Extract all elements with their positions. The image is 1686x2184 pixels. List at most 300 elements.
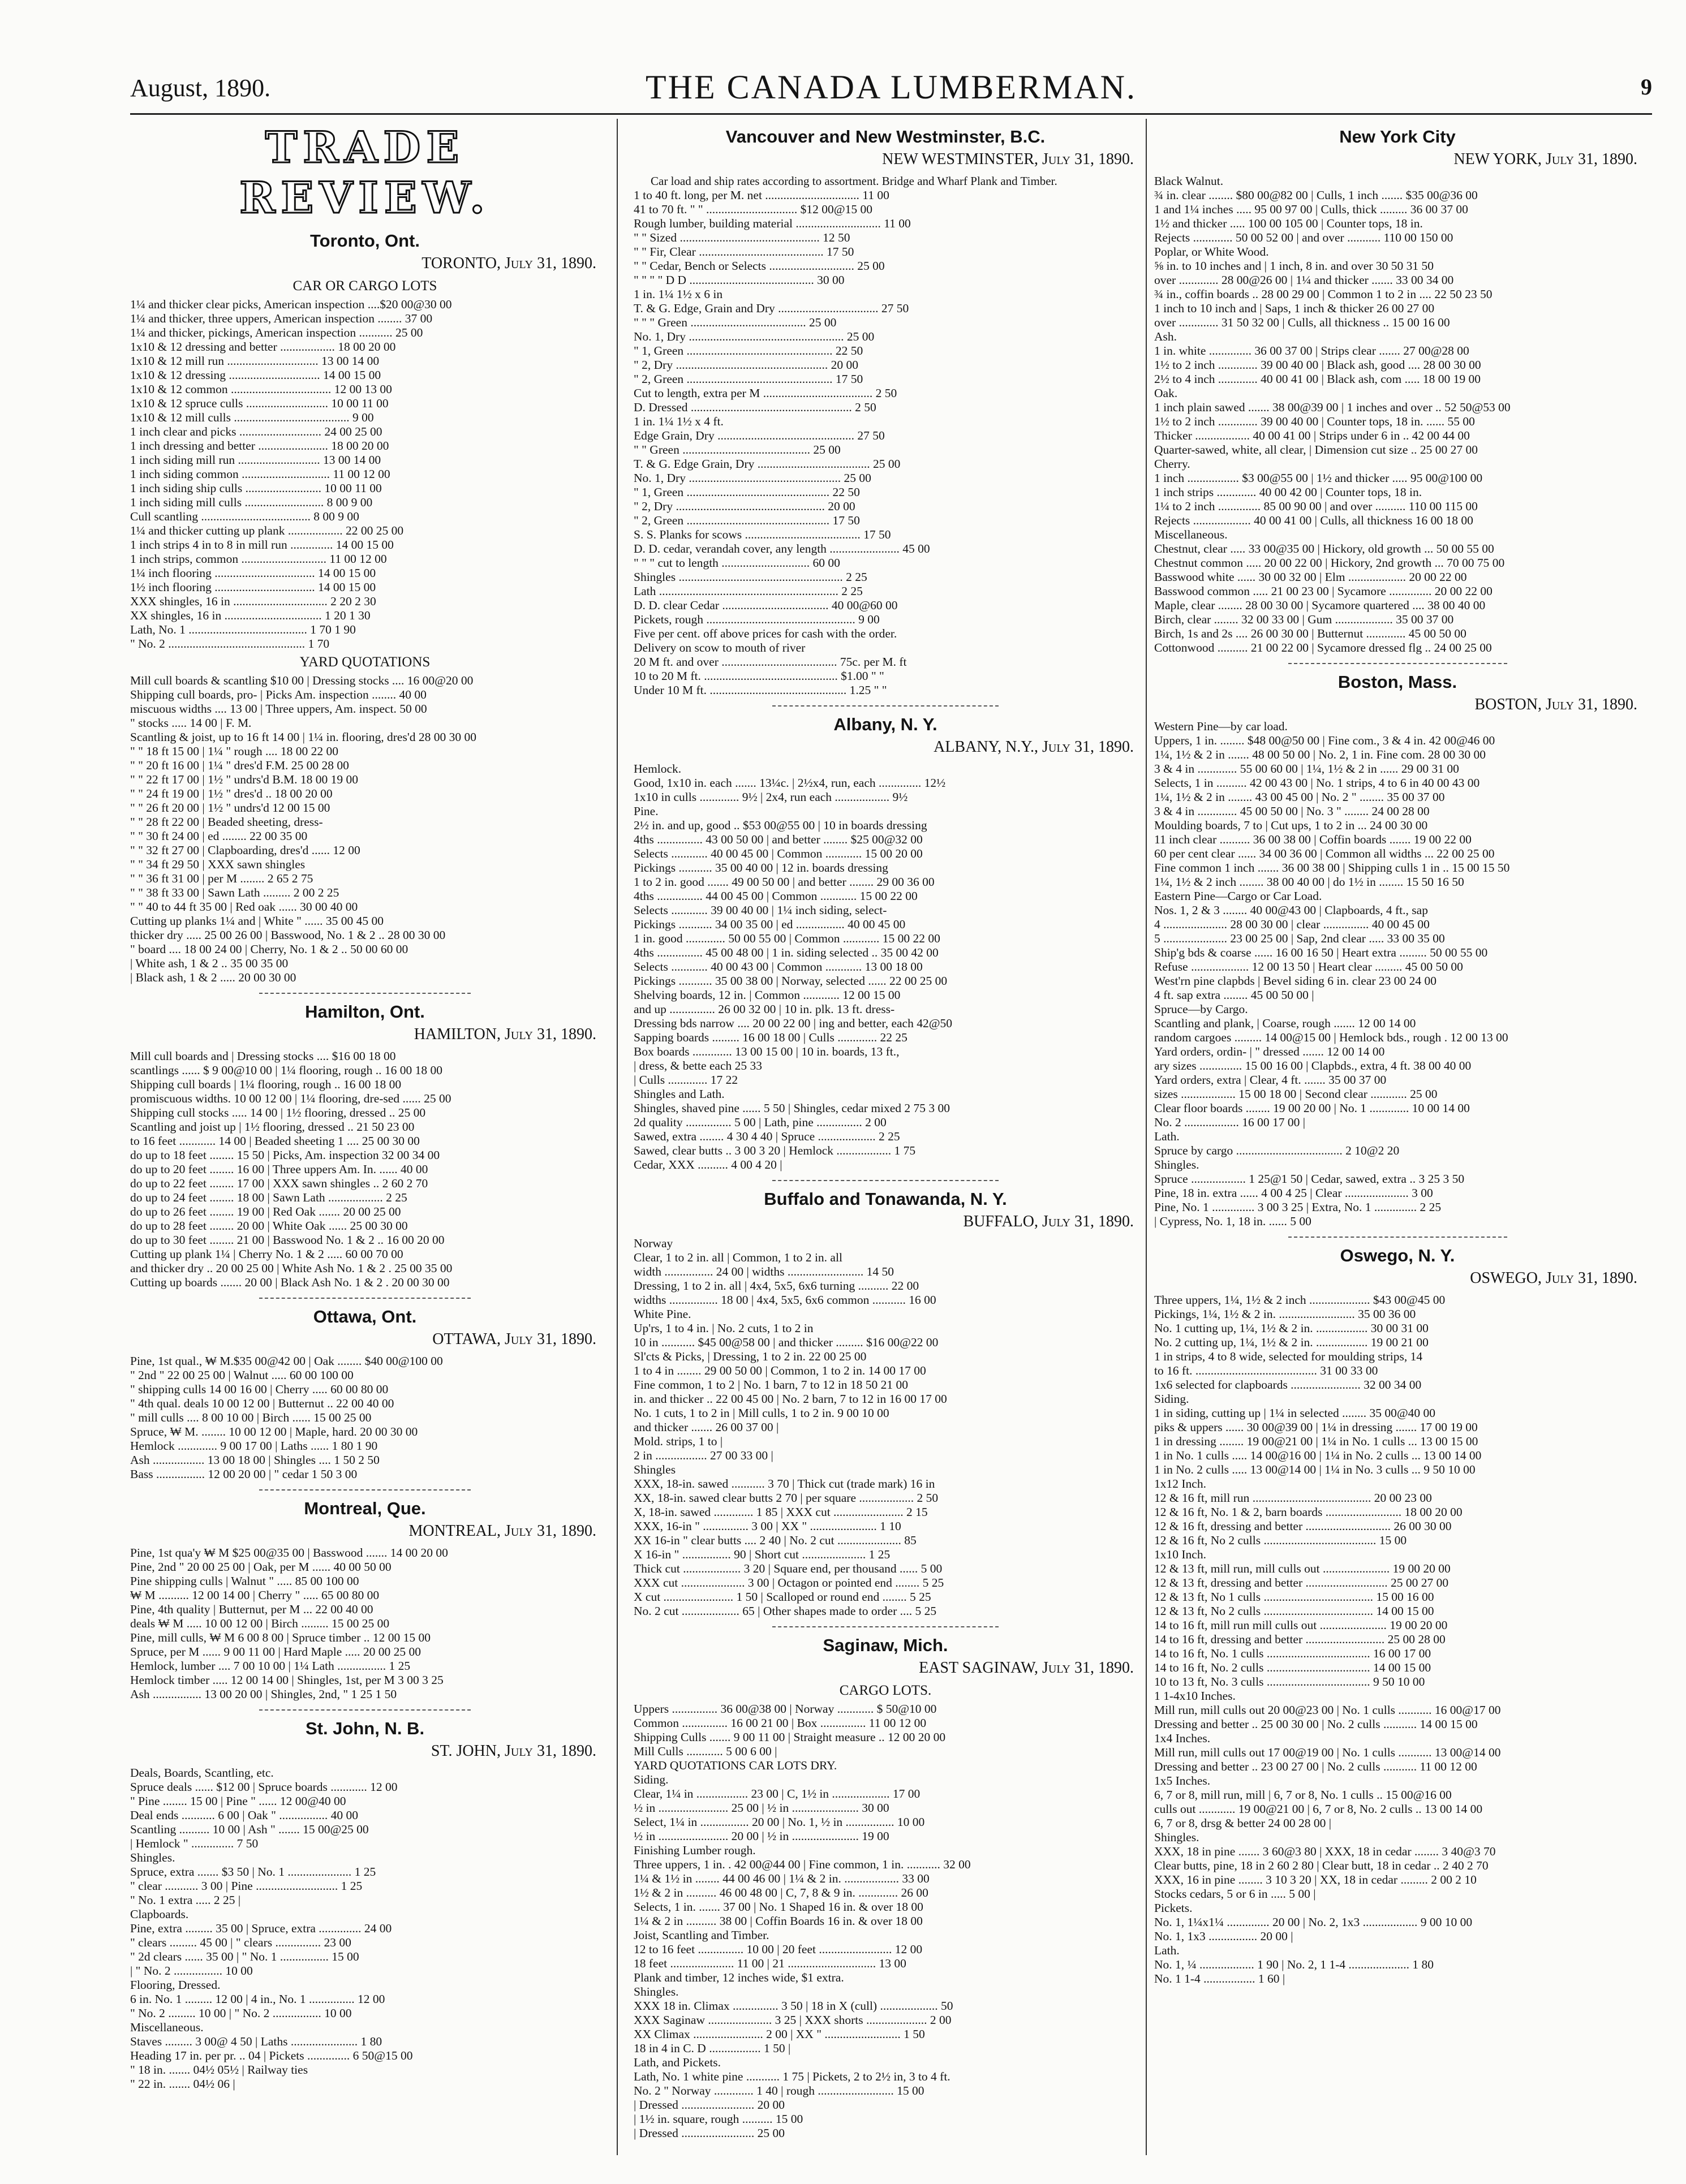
price-line: No. 1, 1x3 ................ 20 00 | xyxy=(1154,1929,1293,1943)
price-line: | Black ash, 1 & 2 ..... 20 00 30 00 xyxy=(130,971,296,984)
price-line: 12 & 13 ft, mill run, mill culls out ...................... 19 00 20 00 xyxy=(1154,1562,1451,1575)
price-line: and thicker dry .. 20 00 25 00 | White Ash No. 1 & 2 . 25 00 35 00 xyxy=(130,1261,453,1275)
market-date: NEW WESTMINSTER, July 31, 1890. xyxy=(882,150,1134,168)
price-line: YARD QUOTATIONS CAR LOTS DRY. xyxy=(634,1759,837,1772)
price-line: ¾ in., coffin boards .. 28 00 29 00 | Common 1 to 2 in .... 22 50 23 50 xyxy=(1154,287,1493,301)
price-line: to 16 ft. ........................................ 31 00 33 00 xyxy=(1154,1364,1378,1377)
price-line: " " 36 ft 31 00 | per M ........ 2 65 2 75 xyxy=(130,872,313,885)
price-line: " 2, Dry ................................................. 20 00 xyxy=(634,499,855,513)
price-line: 18 in 4 in C. D ................. 1 50 | xyxy=(634,2041,791,2055)
price-line: Spruce, per M ...... 9 00 11 00 | Hard Maple ..... 20 00 25 00 xyxy=(130,1645,422,1659)
price-line: Finishing Lumber rough. xyxy=(634,1843,756,1857)
market-section xyxy=(634,1635,1137,2140)
price-line: 12 & 16 ft, dressing and better ............................ 26 00 30 00 xyxy=(1154,1519,1452,1533)
price-line: do up to 24 feet ........ 18 00 | Sawn Lath .................. 2 25 xyxy=(130,1191,407,1204)
price-line: Pine, extra ......... 35 00 | Spruce, extra .............. 24 00 xyxy=(130,1922,392,1935)
price-line: Pine, 2nd " 20 00 25 00 | Oak, per M ...... 40 00 50 00 xyxy=(130,1560,392,1574)
price-line: Ash ................. 13 00 18 00 | Shingles .... 1 50 2 50 xyxy=(130,1453,380,1467)
section-separator xyxy=(772,705,999,707)
price-line: Black Walnut. xyxy=(1154,174,1224,188)
price-line: 1 inch dressing and better ....................... 18 00 20 00 xyxy=(130,439,389,453)
price-line: 12 & 16 ft, mill run ....................................... 20 00 23 00 xyxy=(1154,1491,1432,1505)
price-line: 1 inch siding mill run ........................... 13 00 14 00 xyxy=(130,453,381,467)
section-separator xyxy=(259,1709,471,1711)
price-line: 1 to 40 ft. long, per M. net ............................... 11 00 xyxy=(634,188,889,202)
price-line: 12 & 16 ft, No. 1 & 2, barn boards ......................... 18 00 20 00 xyxy=(1154,1505,1463,1519)
price-line: XXX, 18 in pine ....... 3 60@3 80 | XXX, 18 in cedar ........ 3 40@3 70 xyxy=(1154,1845,1496,1858)
market-title: Albany, N. Y. xyxy=(833,714,937,734)
price-line: over ............. 28 00@26 00 | 1¼ and thicker ....... 33 00 34 00 xyxy=(1154,273,1454,287)
price-line: Pickings ........... 35 00 40 00 | 12 in. boards dressing xyxy=(634,861,888,875)
trade-review-banner: TRADE REVIEW. xyxy=(239,122,491,223)
price-line: " shipping culls 14 00 16 00 | Cherry ..... 60 00 80 00 xyxy=(130,1382,389,1396)
column-divider xyxy=(617,119,618,2155)
price-line: 1½ to 2 inch ............. 39 00 40 00 | Counter tops, 18 in. ...... 55 00 xyxy=(1154,415,1475,428)
price-line: Clear floor boards ........ 19 00 20 00 | No. 1 ............. 10 00 14 00 xyxy=(1154,1101,1470,1115)
section-separator xyxy=(259,993,471,994)
price-line: Fine common, 1 to 2 | No. 1 barn, 7 to 12 in 18 50 21 00 xyxy=(634,1378,909,1392)
price-line: | Dressed ........................ 20 00 xyxy=(634,2098,785,2112)
price-line: 1¼ and thicker cutting up plank .................. 22 00 25 00 xyxy=(130,524,404,537)
price-line: miscuous widths .... 13 00 | Three uppers, Am. inspect. 50 00 xyxy=(130,702,427,716)
price-line: 1x10 in culls ............. 9½ | 2x4, run each .................. 9½ xyxy=(634,790,908,804)
price-line: Nos. 1, 2 & 3 ........ 40 00@43 00 | Clapboards, 4 ft., sap xyxy=(1154,903,1428,917)
price-line: Pine, No. 1 .............. 3 00 3 25 | Extra, No. 1 .............. 2 25 xyxy=(1154,1200,1442,1214)
price-line: " No. 2 ............................................. 1 70 xyxy=(130,637,330,651)
price-line: " " Sized .............................................. 12 50 xyxy=(634,231,850,244)
price-line: Sapping boards ......... 16 00 18 00 | Culls ............. 22 25 xyxy=(634,1031,907,1044)
price-line: 14 to 16 ft, mill run mill culls out ...................... 19 00 20 00 xyxy=(1154,1618,1448,1632)
price-line: Mill run, mill culls out 17 00@19 00 | No. 1 culls ........... 13 00@14 00 xyxy=(1154,1746,1501,1759)
price-line: Rejects ............. 50 00 52 00 | and over ........... 110 00 150 00 xyxy=(1154,231,1453,244)
price-line: Clear butts, pine, 18 in 2 60 2 80 | Clear butt, 18 in cedar .. 2 40 2 70 xyxy=(1154,1859,1489,1872)
price-line: Mill cull boards and | Dressing stocks .... $16 00 18 00 xyxy=(130,1049,396,1063)
price-line: 6, 7 or 8, mill run, mill | 6, 7 or 8, No. 1 culls .. 15 00@16 00 xyxy=(1154,1788,1452,1802)
price-line: Shingles, shaved pine ...... 5 50 | Shingles, cedar mixed 2 75 3 00 xyxy=(634,1101,950,1115)
price-line: Pine, 1st qua'y ₩ M $25 00@35 00 | Basswood ....... 14 00 20 00 xyxy=(130,1546,448,1560)
price-line: Rejects ................... 40 00 41 00 | Culls, all thickness 16 00 18 00 xyxy=(1154,514,1473,527)
price-line: XXX Saginaw ..................... 3 25 | XXX shorts .................... 2 00 xyxy=(634,2013,952,2027)
price-line: No. 1, 1¼x1¼ .............. 20 00 | No. 2, 1x3 .................. 9 00 10 00 xyxy=(1154,1915,1473,1929)
price-line: 1x10 Inch. xyxy=(1154,1548,1206,1561)
price-line: 1 in siding, cutting up | 1¼ in selected ........ 35 00@40 00 xyxy=(1154,1406,1436,1420)
price-line: Under 10 M ft. ............................................. 1.25 " " xyxy=(634,683,887,697)
market-section xyxy=(130,1002,600,1290)
price-line: Birch, 1s and 2s .... 26 00 30 00 | Butternut ............. 45 00 50 00 xyxy=(1154,627,1466,640)
price-line: Pickets, rough ................................................. 9 00 xyxy=(634,613,880,626)
price-line: Cutting up boards ....... 20 00 | Black Ash No. 1 & 2 . 20 00 30 00 xyxy=(130,1276,450,1289)
price-line: No. 2 cutting up, 1¼, 1½ & 2 in. ................. 19 00 21 00 xyxy=(1154,1336,1429,1349)
price-line: Clapboards. xyxy=(130,1907,189,1921)
price-line: No. 2 " Norway ............. 1 40 | rough ......................... 15 00 xyxy=(634,2084,924,2097)
price-line: 1x10 & 12 common ................................. 12 00 13 00 xyxy=(130,382,392,396)
price-line: " " Fir, Clear ......................................... 17 50 xyxy=(634,245,854,259)
price-line: Bass ................ 12 00 20 00 | " cedar 1 50 3 00 xyxy=(130,1467,358,1481)
price-line: Shipping cull stocks ..... 14 00 | 1½ flooring, dressed .. 25 00 xyxy=(130,1106,426,1119)
market-date: BUFFALO, July 31, 1890. xyxy=(963,1213,1134,1230)
price-line: Yard orders, extra | Clear, 4 ft. ....... 35 00 37 00 xyxy=(1154,1073,1387,1087)
price-line: Uppers ............... 36 00@38 00 | Norway ............ $ 50@10 00 xyxy=(634,1702,937,1716)
price-line: 1¼, 1½ & 2 in ........ 43 00 45 00 | No. 2 " ........ 35 00 37 00 xyxy=(1154,790,1445,804)
price-line: 10 to 13 ft, No. 3 culls .................................. 9 50 10 00 xyxy=(1154,1675,1425,1688)
price-line: Shipping Culls ....... 9 00 11 00 | Straight measure .. 12 00 20 00 xyxy=(634,1730,946,1744)
price-line: Hemlock, lumber .... 7 00 10 00 | 1¼ Lath ................ 1 25 xyxy=(130,1659,411,1673)
price-line: 20 M ft. and over ...................................... 75c. per M. ft xyxy=(634,655,907,669)
price-line: 12 to 16 feet ............... 10 00 | 20 feet ........................ 12 00 xyxy=(634,1942,923,1956)
price-line: width ................ 24 00 | widths ......................... 14 50 xyxy=(634,1265,894,1278)
price-line: X 16-in " ................ 90 | Short cut ..................... 1 25 xyxy=(634,1548,891,1561)
price-line: West'rn pine clapbds | Bevel siding 6 in. clear 23 00 24 00 xyxy=(1154,974,1437,988)
price-line: ⅝ in. to 10 inches and | 1 inch, 8 in. and over 30 50 31 50 xyxy=(1154,259,1434,273)
price-line: in. and thicker .. 22 00 45 00 | No. 2 barn, 7 to 12 in 16 00 17 00 xyxy=(634,1392,947,1406)
price-line: Quarter-sawed, white, all clear, | Dimension cut size .. 25 00 27 00 xyxy=(1154,443,1478,456)
price-line: T. & G. Edge Grain, Dry ..................................... 25 00 xyxy=(634,457,901,471)
price-line: Oak. xyxy=(1154,386,1178,400)
price-line: XXX, 16 in pine ........ 3 10 3 20 | XX, 18 in cedar ......... 2 00 2 10 xyxy=(1154,1873,1477,1886)
price-line: Pine. xyxy=(634,804,659,818)
price-line: | White ash, 1 & 2 .. 35 00 35 00 xyxy=(130,957,289,970)
price-line: X cut ....................... 1 50 | Scalloped or round end ........ 5 25 xyxy=(634,1590,931,1604)
price-line: Lath, No. 1 white pine ........... 1 75 | Pickets, 2 to 2½ in, 3 to 4 ft. xyxy=(634,2070,950,2083)
price-line: " 2, Green ................................................ 17 50 xyxy=(634,372,863,386)
price-line: Shingles. xyxy=(634,1985,679,1998)
price-line: " " 30 ft 24 00 | ed ........ 22 00 35 00 xyxy=(130,829,308,843)
price-line: " " 34 ft 29 50 | XXX sawn shingles xyxy=(130,858,306,871)
price-line: " 1, Green ................................................ 22 50 xyxy=(634,344,863,357)
price-line: random cargoes ......... 14 00@15 00 | Hemlock bds., rough . 12 00 13 00 xyxy=(1154,1031,1508,1044)
market-title: Boston, Mass. xyxy=(1337,672,1457,692)
price-line: 1 inch strips, common ............................ 11 00 12 00 xyxy=(130,552,387,566)
price-line: 14 to 16 ft, dressing and better .......................... 25 00 28 00 xyxy=(1154,1632,1446,1646)
price-line: Norway xyxy=(634,1237,673,1250)
price-line: deals ₩ M ..... 10 00 12 00 | Birch ......... 15 00 25 00 xyxy=(130,1617,390,1630)
price-line: Western Pine—by car load. xyxy=(1154,720,1288,733)
price-line: 41 to 70 ft. " " .............................. $12 00@15 00 xyxy=(634,203,872,216)
price-line: Delivery on scow to mouth of river xyxy=(634,641,806,654)
price-line: Box boards ............. 13 00 15 00 | 10 in. boards, 13 ft., xyxy=(634,1045,900,1058)
price-line: Pine shipping culls | Walnut " ..... 85 00 100 00 xyxy=(130,1574,359,1588)
price-line: " " 38 ft 33 00 | Sawn Lath ......... 2 00 2 25 xyxy=(130,886,339,899)
price-line: | dress, & bette each 25 33 xyxy=(634,1059,762,1072)
price-line: Shingles xyxy=(634,1463,676,1476)
price-line: " 2, Green ............................................... 17 50 xyxy=(634,514,860,527)
price-line: Spruce .................. 1 25@1 50 | Cedar, sawed, extra .. 3 25 3 50 xyxy=(1154,1172,1465,1186)
price-line: XXX shingles, 16 in ............................... 2 20 2 30 xyxy=(130,595,376,608)
market-subheading: CAR OR CARGO LOTS xyxy=(293,278,437,294)
price-line: 1 inch ................. $3 00@55 00 | 1½ and thicker ..... 95 00@100 00 xyxy=(1154,471,1483,485)
price-line: Sawed, clear butts .. 3 00 3 20 | Hemlock .................. 1 75 xyxy=(634,1144,916,1157)
price-line: 12 & 13 ft, No 2 culls .................................... 14 00 15 00 xyxy=(1154,1604,1434,1618)
market-date: OTTAWA, July 31, 1890. xyxy=(432,1330,596,1348)
market-title: Vancouver and New Westminster, B.C. xyxy=(725,127,1046,147)
price-line: Cottonwood .......... 21 00 22 00 | Sycamore dressed flg .. 24 00 25 00 xyxy=(1154,641,1492,654)
price-line: S. S. Planks for scows ...................................... 17 50 xyxy=(634,528,891,541)
price-line: 1 to 4 in ........ 29 00 50 00 | Common, 1 to 2 in. 14 00 17 00 xyxy=(634,1364,926,1377)
price-line: and thicker ....... 26 00 37 00 | xyxy=(634,1420,779,1434)
price-line: Scantling and joist up | 1½ flooring, dressed .. 21 50 23 00 xyxy=(130,1120,415,1134)
price-line: Poplar, or White Wood. xyxy=(1154,245,1269,259)
price-line: Hemlock timber ..... 12 00 14 00 | Shingles, 1st, per M 3 00 3 25 xyxy=(130,1673,444,1687)
price-line: Cutting up plank 1¼ | Cherry No. 1 & 2 ..... 60 00 70 00 xyxy=(130,1247,403,1261)
price-line: White Pine. xyxy=(634,1307,691,1321)
price-line: Sawed, extra ........ 4 30 4 40 | Spruce ................... 2 25 xyxy=(634,1130,900,1143)
price-line: Selects, 1 in. ....... 37 00 | No. 1 Shaped 16 in. & over 18 00 xyxy=(634,1900,923,1914)
price-line: Selects ............ 39 00 40 00 | 1¼ inch siding, select- xyxy=(634,903,887,917)
price-line: D. Dressed ..................................................... 2 50 xyxy=(634,400,876,414)
price-line: Dressing bds narrow .... 20 00 22 00 | ing and better, each 42@50 xyxy=(634,1016,953,1030)
price-line: Flooring, Dressed. xyxy=(130,1978,221,1992)
price-line: " " Cedar, Bench or Selects ............................ 25 00 xyxy=(634,259,885,273)
price-line: XX shingles, 16 in ................................ 1 20 1 30 xyxy=(130,609,371,622)
price-line: | Cypress, No. 1, 18 in. ...... 5 00 xyxy=(1154,1214,1311,1228)
price-line: Chestnut common ..... 20 00 22 00 | Hickory, 2nd growth ... 70 00 75 00 xyxy=(1154,556,1505,570)
price-line: do up to 28 feet ........ 20 00 | White Oak ...... 25 00 30 00 xyxy=(130,1219,408,1233)
price-line: 1x10 & 12 dressing .............................. 14 00 15 00 xyxy=(130,368,381,382)
price-line: Three uppers, 1¼, 1½ & 2 inch .................... $43 00@45 00 xyxy=(1154,1293,1446,1307)
price-line: Ash ................ 13 00 20 00 | Shingles, 2nd, " 1 25 1 50 xyxy=(130,1687,397,1701)
price-line: 1 in. 1¼ 1½ x 6 in xyxy=(634,287,723,301)
price-line: 4 ft. sap extra ........ 45 00 50 00 | xyxy=(1154,988,1314,1002)
price-line: ½ in ....................... 25 00 | ½ in ...................... 30 00 xyxy=(634,1801,889,1815)
price-line: Mill cull boards & scantling $10 00 | Dressing stocks .... 16 00@20 00 xyxy=(130,674,474,687)
price-line: Spruce deals ...... $12 00 | Spruce boards ............ 12 00 xyxy=(130,1780,398,1794)
market-section xyxy=(634,1189,1137,1618)
price-line: 14 to 16 ft, No. 1 culls .................................. 16 00 17 00 xyxy=(1154,1647,1431,1660)
price-line: Pickings ........... 34 00 35 00 | ed ................ 40 00 45 00 xyxy=(634,917,906,931)
price-line: 6, 7 or 8, drsg & better 24 00 28 00 | xyxy=(1154,1816,1332,1830)
price-line: Cull scantling .................................... 8 00 9 00 xyxy=(130,510,359,523)
price-line: ½ in ....................... 20 00 | ½ in ...................... 19 00 xyxy=(634,1829,889,1843)
price-line: " stocks ..... 14 00 | F. M. xyxy=(130,716,252,730)
market-title: Montreal, Que. xyxy=(304,1498,426,1518)
price-line: 1x10 & 12 mill run .............................. 13 00 14 00 xyxy=(130,354,380,368)
price-line: 2½ in. and up, good .. $53 00@55 00 | 10 in boards dressing xyxy=(634,819,927,832)
price-line: piks & uppers ...... 30 00@39 00 | 1¼ in dressing ....... 17 00 19 00 xyxy=(1154,1420,1478,1434)
price-line: Select, 1¼ in ................ 20 00 | No. 1, ½ in ................ 10 00 xyxy=(634,1815,925,1829)
masthead xyxy=(130,68,1652,113)
price-line: Three uppers, 1 in. . 42 00@44 00 | Fine common, 1 in. ........... 32 00 xyxy=(634,1858,971,1871)
price-line: Staves ......... 3 00@ 4 50 | Laths ...................... 1 80 xyxy=(130,2035,382,2048)
price-line: No. 1, ¼ .................. 1 90 | No. 2, 1 1-4 .................... 1 80 xyxy=(1154,1958,1434,1971)
price-line: 4ths ............... 45 00 48 00 | 1 in. siding selected .. 35 00 42 00 xyxy=(634,946,939,959)
market-title: Toronto, Ont. xyxy=(310,231,420,251)
price-line: Good, 1x10 in. each ....... 13¼c. | 2½x4, run, each .............. 12½ xyxy=(634,776,946,790)
section-separator xyxy=(1288,663,1507,664)
price-line: No. 1, Dry ................................................... 25 00 xyxy=(634,330,875,343)
price-line: 1 inch siding mill culls .......................... 8 00 9 00 xyxy=(130,496,373,509)
price-line: Deals, Boards, Scantling, etc. xyxy=(130,1766,274,1780)
price-line: " " 18 ft 15 00 | 1¼ " rough .... 18 00 22 00 xyxy=(130,744,339,758)
price-line: 1 in. white .............. 36 00 37 00 | Strips clear ....... 27 00@28 00 xyxy=(1154,344,1469,357)
price-line: 1 inch clear and picks ........................... 24 00 25 00 xyxy=(130,425,382,438)
price-line: promiscuous widths. 10 00 12 00 | 1¼ flooring, dre-sed ...... 25 00 xyxy=(130,1092,451,1105)
price-line: Cut to length, extra per M .................................... 2 50 xyxy=(634,386,897,400)
price-line: Refuse ................... 12 00 13 50 | Heart clear ......... 45 00 50 00 xyxy=(1154,960,1463,973)
market-date: ST. JOHN, July 31, 1890. xyxy=(431,1742,596,1760)
price-line: 12 & 13 ft, dressing and better ........................... 25 00 27 00 xyxy=(1154,1576,1449,1589)
price-line: Eastern Pine—Cargo or Car Load. xyxy=(1154,889,1322,903)
price-line: " " " " D D ......................................... 30 00 xyxy=(634,273,845,287)
market-section xyxy=(130,231,600,985)
price-line: 1 inch siding ship culls ......................... 10 00 11 00 xyxy=(130,481,382,495)
price-line: No. 1, Dry .................................................. 25 00 xyxy=(634,471,871,485)
price-line: 1¼ and thicker, pickings, American inspection ........... 25 00 xyxy=(130,326,423,339)
price-line: 1x6 selected for clapboards ....................... 32 00 34 00 xyxy=(1154,1378,1422,1392)
price-line: Five per cent. off above prices for cash with the order. xyxy=(634,627,897,640)
price-line: Maple, clear ........ 28 00 30 00 | Sycamore quartered .... 38 00 40 00 xyxy=(1154,598,1486,612)
price-line: Pine, 4th quality | Butternut, per M ... 22 00 40 00 xyxy=(130,1603,373,1616)
price-line: Clear, 1¼ in ................. 23 00 | C, 1½ in ................... 17 00 xyxy=(634,1787,921,1800)
price-line: " " 22 ft 17 00 | 1½ " undrs'd B.M. 18 00 19 00 xyxy=(130,773,358,786)
price-line: 12 & 13 ft, No 1 culls .................................... 15 00 16 00 xyxy=(1154,1590,1434,1604)
price-line: Mill run, mill culls out 20 00@23 00 | No. 1 culls ........... 16 00@17 00 xyxy=(1154,1703,1501,1717)
section-separator xyxy=(772,1626,999,1627)
price-line: 14 to 16 ft, No. 2 culls .................................. 14 00 15 00 xyxy=(1154,1661,1431,1674)
price-line: 1 to 2 in. good ....... 49 00 50 00 | and better ........ 29 00 36 00 xyxy=(634,875,935,889)
price-line: " board .... 18 00 24 00 | Cherry, No. 1 & 2 .. 50 00 60 00 xyxy=(130,942,408,956)
price-line: Fine common 1 inch ....... 36 00 38 00 | Shipping culls 1 in .. 15 00 15 50 xyxy=(1154,861,1510,875)
price-line: 1¼ & 1½ in ........ 44 00 46 00 | 1¼ & 2 in. .................. 33 00 xyxy=(634,1872,930,1885)
market-subheading: CARGO LOTS. xyxy=(839,1683,932,1698)
market-date: BOSTON, July 31, 1890. xyxy=(1474,696,1637,713)
price-line: | 1½ in. square, rough .......... 15 00 xyxy=(634,2112,803,2126)
market-date: MONTREAL, July 31, 1890. xyxy=(408,1522,596,1540)
price-line: Spruce, extra ....... $3 50 | No. 1 ..................... 1 25 xyxy=(130,1865,376,1879)
price-line: Mold. strips, 1 to | xyxy=(634,1435,723,1448)
market-title: Hamilton, Ont. xyxy=(305,1002,425,1022)
column-3 xyxy=(1154,119,1641,2155)
price-line: Basswood common ..... 21 00 23 00 | Sycamore .............. 20 00 22 00 xyxy=(1154,584,1493,598)
market-section xyxy=(634,714,1137,1172)
market-date: TORONTO, July 31, 1890. xyxy=(422,255,596,272)
price-line: Clear, 1 to 2 in. all | Common, 1 to 2 in. all xyxy=(634,1251,842,1264)
price-line: Shingles. xyxy=(1154,1158,1199,1171)
section-separator xyxy=(772,1180,999,1181)
price-line: 1x10 & 12 mill culls ...................................... 9 00 xyxy=(130,411,374,424)
market-date: ALBANY, N.Y., July 31, 1890. xyxy=(934,738,1134,756)
price-line: 1 inch siding common ............................. 11 00 12 00 xyxy=(130,467,390,481)
market-section xyxy=(634,127,1137,697)
price-line: " No. 2 ......... 10 00 | " No. 2 ................ 10 00 xyxy=(130,2006,352,2020)
price-line: Deal ends ........... 6 00 | Oak " ................ 40 00 xyxy=(130,1808,359,1822)
price-line: Shipping cull boards, pro- | Picks Am. inspection ........ 40 00 xyxy=(130,688,427,701)
price-line: 1¼ inch flooring ................................. 14 00 15 00 xyxy=(130,566,376,580)
price-line: Lath, No. 1 ....................................... 1 70 1 90 xyxy=(130,623,356,636)
price-line: 1½ & 2 in .......... 46 00 48 00 | C, 7, 8 & 9 in. ............. 26 00 xyxy=(634,1886,928,1899)
price-line: T. & G. Edge, Grain and Dry ................................. 27 50 xyxy=(634,301,909,315)
price-line: Ash. xyxy=(1154,330,1177,343)
market-title: Buffalo and Tonawanda, N. Y. xyxy=(764,1189,1007,1209)
price-line: XX Climax ....................... 2 00 | XX " ......................... 1 50 xyxy=(634,2027,925,2041)
price-line: 1x5 Inches. xyxy=(1154,1774,1211,1787)
section-separator xyxy=(259,1298,471,1299)
price-line: 1 inch strips 4 in to 8 in mill run .............. 14 00 15 00 xyxy=(130,538,394,552)
price-line: 12 & 16 ft, No 2 culls ..................................... 15 00 xyxy=(1154,1533,1407,1547)
price-line: " " " Green ...................................... 25 00 xyxy=(634,316,837,329)
price-line: 4 ..................... 28 00 30 00 | clear ............... 40 00 45 00 xyxy=(1154,917,1430,931)
price-line: Lath. xyxy=(1154,1130,1180,1143)
market-date: HAMILTON, July 31, 1890. xyxy=(414,1026,596,1043)
price-line: 1x10 & 12 spruce culls ........................... 10 00 11 00 xyxy=(130,397,389,410)
price-line: 1½ and thicker ..... 100 00 105 00 | Counter tops, 18 in. xyxy=(1154,217,1423,230)
price-line: Miscellaneous. xyxy=(130,2021,204,2034)
price-line: 1¼, 1½ & 2 in ....... 48 00 50 00 | No. 2, 1 in. Fine com. 28 00 30 00 xyxy=(1154,748,1486,761)
price-line: " clears ......... 45 00 | " clears ............... 23 00 xyxy=(130,1936,351,1949)
price-line: " mill culls .... 8 00 10 00 | Birch ...... 15 00 25 00 xyxy=(130,1411,372,1424)
price-line: XXX, 16-in " ............... 3 00 | XX " ...................... 1 10 xyxy=(634,1519,901,1533)
price-line: 1 in No. 2 culls ..... 13 00@14 00 | 1¼ in No. 3 culls ... 9 50 10 00 xyxy=(1154,1463,1476,1476)
price-line: Pickets. xyxy=(1154,1901,1193,1915)
price-line: X, 18-in. sawed ............. 1 85 | XXX cut ....................... 2 15 xyxy=(634,1505,928,1519)
price-line: 60 per cent clear ...... 34 00 36 00 | Common all widths ... 22 00 25 00 xyxy=(1154,847,1495,860)
price-line: 3 & 4 in ............. 55 00 60 00 | 1¼, 1½ & 2 in ...... 29 00 31 00 xyxy=(1154,762,1459,776)
price-line: Yard orders, ordin- | " dressed ....... 12 00 14 00 xyxy=(1154,1045,1385,1058)
price-line: Shingles. xyxy=(130,1851,175,1864)
price-line: culls out ............ 19 00@21 00 | 6, 7 or 8, No. 2 culls .. 13 00 14 00 xyxy=(1154,1802,1483,1816)
price-line: 1¼ & 2 in .......... 38 00 | Coffin Boards 16 in. & over 18 00 xyxy=(634,1914,923,1928)
price-line: " 1, Green ............................................... 22 50 xyxy=(634,485,860,499)
price-line: Moulding boards, 7 to | Cut ups, 1 to 2 in ... 24 00 30 00 xyxy=(1154,819,1428,832)
price-line: | Culls ............. 17 22 xyxy=(634,1073,738,1087)
price-line: Dressing and better .. 25 00 30 00 | No. 2 culls ........... 14 00 15 00 xyxy=(1154,1717,1478,1731)
price-line: " 2d clears ...... 35 00 | " No. 1 ................ 15 00 xyxy=(130,1950,359,1963)
price-line: Shipping cull boards | 1¼ flooring, rough .. 16 00 18 00 xyxy=(130,1078,402,1091)
price-line: Scantling .......... 10 00 | Ash " ....... 15 00@25 00 xyxy=(130,1823,369,1836)
price-line: Pine, 1st qual., ₩ M.$35 00@42 00 | Oak ........ $40 00@100 00 xyxy=(130,1354,443,1368)
price-line: 1¼ to 2 inch .............. 85 00 90 00 | and over .......... 110 00 115 00 xyxy=(1154,499,1478,513)
price-line: No. 2 .................. 16 00 17 00 | xyxy=(1154,1115,1306,1129)
market-subheading: YARD QUOTATIONS xyxy=(299,654,431,670)
price-line: Dressing, 1 to 2 in. all | 4x4, 5x5, 6x6 turning .......... 22 00 xyxy=(634,1279,919,1293)
price-line: Edge Grain, Dry ............................................. 27 50 xyxy=(634,429,885,442)
price-line: Sl'cts & Picks, | Dressing, 1 to 2 in. 22 00 25 00 xyxy=(634,1350,867,1363)
price-line: 10 to 20 M ft. ............................................ $1.00 " " xyxy=(634,669,884,683)
price-line: 1 1-4x10 Inches. xyxy=(1154,1689,1236,1703)
price-line: ₩ M .......... 12 00 14 00 | Cherry " ..... 65 00 80 00 xyxy=(130,1588,380,1602)
price-line: Scantling and plank, | Coarse, rough ....... 12 00 14 00 xyxy=(1154,1016,1416,1030)
price-line: 1½ to 2 inch ............. 39 00 40 00 | Black ash, good .... 28 00 30 00 xyxy=(1154,358,1481,372)
price-line: Cutting up planks 1¼ and | White " ...... 35 00 45 00 xyxy=(130,914,384,928)
price-line: 5 ..................... 23 00 25 00 | Sap, 2nd clear ..... 33 00 35 00 xyxy=(1154,932,1445,945)
price-line: | " No. 2 ................ 10 00 xyxy=(130,1964,253,1978)
publication-title: THE CANADA LUMBERMAN. xyxy=(645,68,1137,106)
price-line: " 22 in. ....... 04½ 06 | xyxy=(130,2077,235,2091)
price-line: " Pine ........ 15 00 | Pine " ...... 12 00@40 00 xyxy=(130,1794,346,1808)
market-date: EAST SAGINAW, July 31, 1890. xyxy=(919,1659,1134,1677)
price-line: " 2, Dry .................................................. 20 00 xyxy=(634,358,858,372)
market-section xyxy=(1154,1246,1641,1986)
price-line: Siding. xyxy=(634,1773,669,1786)
price-line: ¾ in. clear ........ $80 00@82 00 | Culls, 1 inch ....... $35 00@36 00 xyxy=(1154,188,1478,202)
price-line: " No. 1 extra ..... 2 25 | xyxy=(130,1893,241,1907)
price-line: Selects, 1 in .......... 42 00 43 00 | No. 1 strips, 4 to 6 in 40 00 43 00 xyxy=(1154,776,1480,790)
price-line: to 16 feet ............ 14 00 | Beaded sheeting 1 .... 25 00 30 00 xyxy=(130,1134,420,1148)
price-line: ary sizes .............. 15 00 16 00 | Clapbds., extra, 4 ft. 38 00 40 00 xyxy=(1154,1059,1472,1072)
price-line: Cedar, XXX .......... 4 00 4 20 | xyxy=(634,1158,782,1171)
page-number: 9 xyxy=(1641,74,1652,100)
price-line: XXX cut ..................... 3 00 | Octagon or pointed end ........ 5 25 xyxy=(634,1576,944,1589)
price-line: Cherry. xyxy=(1154,457,1190,471)
market-section xyxy=(1154,672,1641,1229)
price-line: | Hemlock " .............. 7 50 xyxy=(130,1837,259,1850)
price-line: 11 inch clear .......... 36 00 38 00 | Coffin boards ....... 19 00 22 00 xyxy=(1154,833,1472,846)
market-title: New York City xyxy=(1339,127,1456,147)
price-line: " " 28 ft 22 00 | Beaded sheeting, dress- xyxy=(130,815,323,829)
market-section xyxy=(130,1718,600,2091)
market-date: NEW YORK, July 31, 1890. xyxy=(1453,150,1637,168)
market-title: Saginaw, Mich. xyxy=(823,1635,948,1655)
market-date: OSWEGO, July 31, 1890. xyxy=(1470,1269,1637,1287)
